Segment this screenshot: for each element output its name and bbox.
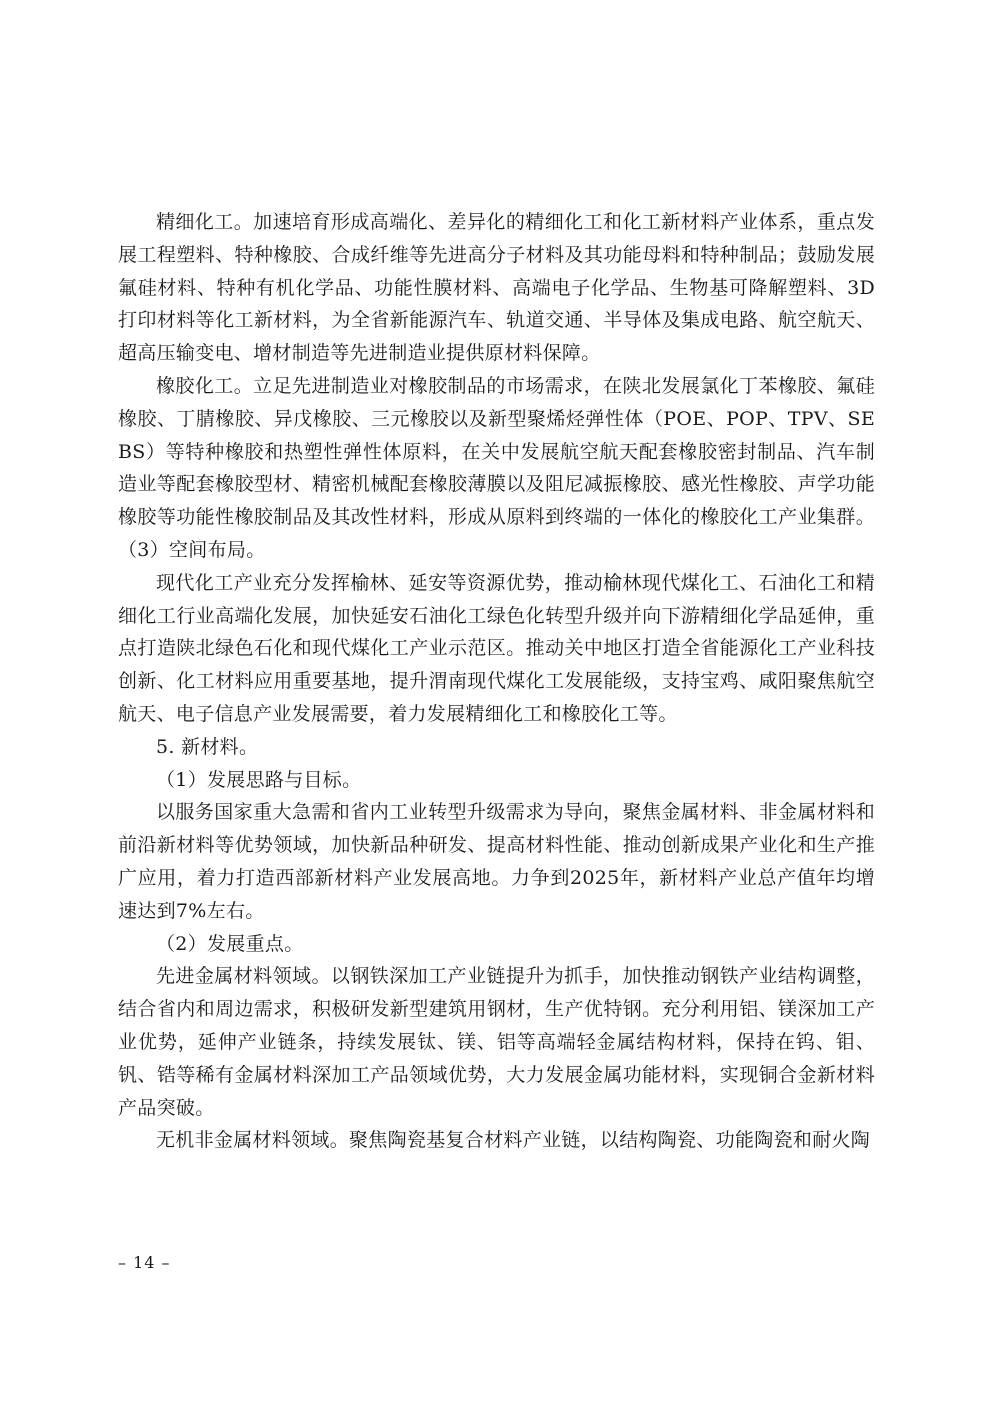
page-number: – 14 – (118, 1253, 171, 1272)
heading-ideas-and-goals: （1）发展思路与目标。 (156, 768, 362, 791)
paragraph-advanced-metals: 先进金属材料领域。以钢铁深加工产业链提升为抓手，加快推动钢铁产业结构调整，结合省内和周边需求，积极研发新型建筑用钢材，生产优特钢。充分利用铝、镁深加工产业优势，延伸产业链条，持续发展钛、镁、铝等高端轻金属结构材料，保持在钨、钼、钒、锆等稀有金属材料深加工产品领域优势，大力发展金属功能材料，实现铜合金新材料产品突破。 (118, 965, 875, 1119)
paragraph-inorganic-nonmetals: 无机非金属材料领域。聚焦陶瓷基复合材料产业链，以结构陶瓷、功能陶瓷和耐火陶 (156, 1129, 871, 1152)
paragraph-rubber-chemicals: 橡胶化工。立足先进制造业对橡胶制品的市场需求，在陕北发展氯化丁苯橡胶、氟硅橡胶、丁腈橡胶、异戊橡胶、三元橡胶以及新型聚烯烃弹性体（POE、POP、TPV、SEBS）等特种橡胶和热塑性弹性体原料，在关中发展航空航天配套橡胶密封制品、汽车制造业等配套橡胶型材、精密机械配套橡胶薄膜以及阻尼减振橡胶、感光性橡胶、声学功能橡胶等功能性橡胶制品及其改性材料，形成从原料到终端的一体化的橡胶化工产业集群。（3）空间布局。 (118, 374, 875, 561)
paragraph-modern-chemicals-layout: 现代化工产业充分发挥榆林、延安等资源优势，推动榆林现代煤化工、石油化工和精细化工行业高端化发展，加快延安石油化工绿色化转型升级并向下游精细化学品延伸，重点打造陕北绿色石化和现代煤化工产业示范区。推动关中地区打造全省能源化工产业科技创新、化工材料应用重要基地，提升渭南现代煤化工发展能级，支持宝鸡、咸阳聚焦航空航天、电子信息产业发展需要，着力发展精细化工和橡胶化工等。 (118, 571, 875, 725)
body-text (118, 206, 875, 1157)
heading-new-materials: 5. 新材料。 (156, 735, 259, 758)
heading-development-focus: （2）发展重点。 (156, 932, 304, 955)
paragraph-fine-chemicals: 精细化工。加速培育形成高端化、差异化的精细化工和化工新材料产业体系，重点发展工程塑料、特种橡胶、合成纤维等先进高分子材料及其功能母料和特种制品；鼓励发展氟硅材料、特种有机化学品、功能性膜材料、高端电子化学品、生物基可降解塑料、3D打印材料等化工新材料，为全省新能源汽车、轨道交通、半导体及集成电路、航空航天、超高压输变电、增材制造等先进制造业提供原材料保障。 (118, 211, 875, 365)
paragraph-new-materials-goals: 以服务国家重大急需和省内工业转型升级需求为导向，聚焦金属材料、非金属材料和前沿新材料等优势领域，加快新品种研发、提高材料性能、推动创新成果产业化和生产推广应用，着力打造西部新材料产业发展高地。力争到2025年，新材料产业总产值年均增速达到7%左右。 (118, 801, 875, 922)
